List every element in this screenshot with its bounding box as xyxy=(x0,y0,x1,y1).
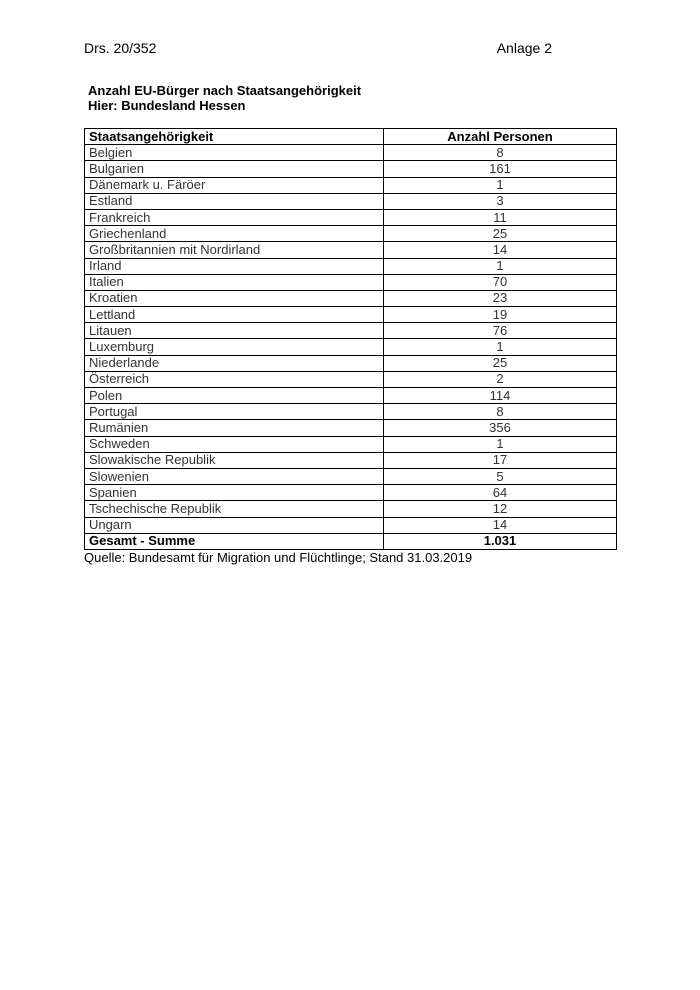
page-title: Anzahl EU-Bürger nach Staatsangehörigkeit xyxy=(88,83,362,98)
table-row xyxy=(85,177,617,193)
table-row xyxy=(85,436,617,452)
nationality-cell: Slowenien xyxy=(85,468,384,484)
attachment-label: Anlage 2 xyxy=(496,40,552,56)
count-cell: 76 xyxy=(384,323,617,339)
table-row xyxy=(85,404,617,420)
count-cell: 3 xyxy=(384,193,617,209)
table-row xyxy=(85,161,617,177)
title-block xyxy=(88,83,361,113)
count-cell: 8 xyxy=(384,145,617,161)
nationality-cell: Bulgarien xyxy=(85,161,384,177)
table-row xyxy=(85,420,617,436)
count-cell: 25 xyxy=(384,226,617,242)
nationality-cell: Kroatien xyxy=(85,290,384,306)
table-row xyxy=(85,452,617,468)
table-row xyxy=(85,323,617,339)
count-cell: 1 xyxy=(384,258,617,274)
citizens-table xyxy=(84,128,617,550)
count-cell: 114 xyxy=(384,388,617,404)
table-row xyxy=(85,339,617,355)
table-row xyxy=(85,371,617,387)
count-cell: 23 xyxy=(384,290,617,306)
table-row xyxy=(85,193,617,209)
nationality-cell: Ungarn xyxy=(85,517,384,533)
nationality-cell: Griechenland xyxy=(85,226,384,242)
table-header-row xyxy=(85,129,617,145)
nationality-cell: Tschechische Republik xyxy=(85,501,384,517)
nationality-cell: Frankreich xyxy=(85,209,384,225)
table-row xyxy=(85,274,617,290)
total-value: 1.031 xyxy=(384,533,617,549)
count-cell: 14 xyxy=(384,517,617,533)
nationality-cell: Italien xyxy=(85,274,384,290)
total-label: Gesamt - Summe xyxy=(85,533,384,549)
count-cell: 1 xyxy=(384,339,617,355)
page-header xyxy=(84,40,552,58)
nationality-cell: Irland xyxy=(85,258,384,274)
nationality-cell: Lettland xyxy=(85,307,384,323)
document-number: Drs. 20/352 xyxy=(84,40,157,56)
nationality-cell: Litauen xyxy=(85,323,384,339)
nationality-cell: Luxemburg xyxy=(85,339,384,355)
table-row xyxy=(85,258,617,274)
table-row xyxy=(85,290,617,306)
nationality-cell: Slowakische Republik xyxy=(85,452,384,468)
total-row xyxy=(85,533,617,549)
count-cell: 11 xyxy=(384,209,617,225)
nationality-cell: Großbritannien mit Nordirland xyxy=(85,242,384,258)
nationality-cell: Polen xyxy=(85,388,384,404)
nationality-cell: Österreich xyxy=(85,371,384,387)
source-note: Quelle: Bundesamt für Migration und Flüchtlinge; Stand 31.03.2019 xyxy=(84,550,473,565)
page-subtitle: Hier: Bundesland Hessen xyxy=(88,98,246,113)
table-row xyxy=(85,209,617,225)
count-cell: 5 xyxy=(384,468,617,484)
count-cell: 19 xyxy=(384,307,617,323)
table-row xyxy=(85,388,617,404)
table-row xyxy=(85,226,617,242)
count-cell: 161 xyxy=(384,161,617,177)
count-cell: 356 xyxy=(384,420,617,436)
count-cell: 1 xyxy=(384,177,617,193)
count-cell: 64 xyxy=(384,485,617,501)
table-row xyxy=(85,501,617,517)
count-cell: 12 xyxy=(384,501,617,517)
count-cell: 17 xyxy=(384,452,617,468)
table-row xyxy=(85,307,617,323)
count-cell: 25 xyxy=(384,355,617,371)
count-cell: 1 xyxy=(384,436,617,452)
nationality-cell: Portugal xyxy=(85,404,384,420)
table-row xyxy=(85,485,617,501)
nationality-cell: Dänemark u. Färöer xyxy=(85,177,384,193)
table-row xyxy=(85,355,617,371)
nationality-cell: Rumänien xyxy=(85,420,384,436)
nationality-cell: Schweden xyxy=(85,436,384,452)
count-cell: 2 xyxy=(384,371,617,387)
nationality-cell: Belgien xyxy=(85,145,384,161)
count-cell: 70 xyxy=(384,274,617,290)
nationality-cell: Niederlande xyxy=(85,355,384,371)
table-row xyxy=(85,517,617,533)
table-row xyxy=(85,468,617,484)
table-row xyxy=(85,242,617,258)
table-body xyxy=(85,145,617,550)
nationality-cell: Spanien xyxy=(85,485,384,501)
count-cell: 14 xyxy=(384,242,617,258)
count-cell: 8 xyxy=(384,404,617,420)
table-row xyxy=(85,145,617,161)
column-header-nationality: Staatsangehörigkeit xyxy=(85,129,384,145)
column-header-count: Anzahl Personen xyxy=(384,129,617,145)
nationality-cell: Estland xyxy=(85,193,384,209)
